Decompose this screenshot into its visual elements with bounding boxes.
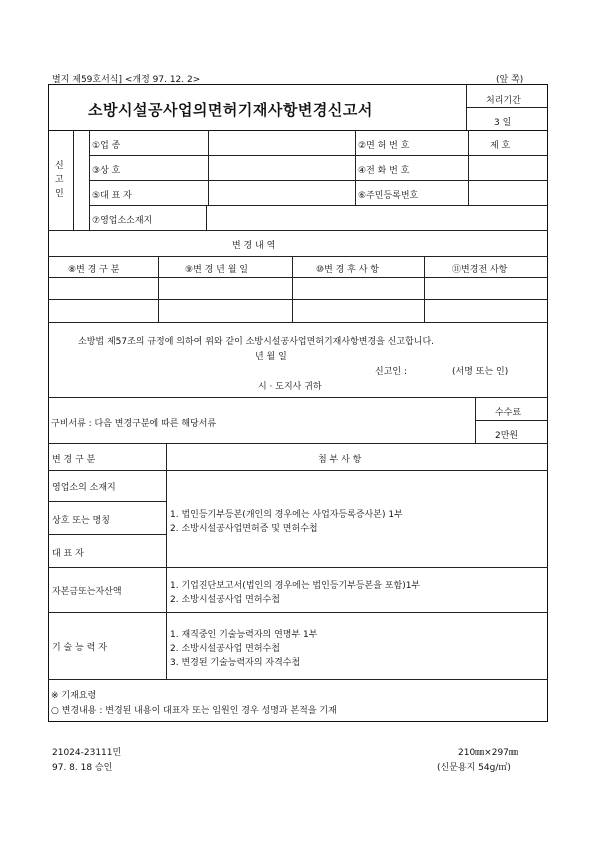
col-change-type: ⑧변 경 구 분 bbox=[68, 265, 120, 275]
applicant-label-3: 인 bbox=[55, 189, 64, 199]
page-side: (앞 쪽) bbox=[496, 75, 524, 85]
col-category: 변 경 구 분 bbox=[52, 455, 96, 465]
col-change-date: ⑨변 경 년 월 일 bbox=[185, 265, 248, 275]
attach-3-2: 2. 소방시설공사업 면허수첩 bbox=[170, 644, 280, 654]
processing-value: 3 일 bbox=[494, 118, 512, 128]
notes-item: ○ 변경내용 : 변경된 내용이 대표자 또는 임원인 경우 성명과 본적을 기재 bbox=[51, 706, 337, 716]
representative-label: ⑤대 표 자 bbox=[92, 191, 132, 201]
recipient: 시 · 도지사 귀하 bbox=[258, 382, 322, 392]
category-trade-name: 상호 또는 명칭 bbox=[52, 516, 110, 526]
col-after-change: ⑩변 경 후 사 항 bbox=[316, 265, 379, 275]
trade-name-label: ③상 호 bbox=[92, 166, 121, 176]
attach-1-2: 2. 소방시설공사업면허증 및 면허수첩 bbox=[170, 524, 318, 534]
attach-2-1: 1. 기업진단보고서(법인의 경우에는 법인등기부등본을 포함)1부 bbox=[170, 581, 421, 591]
form-title: 소방시설공사업의면허기재사항변경신고서 bbox=[88, 101, 373, 119]
license-no-value: 제 호 bbox=[490, 141, 511, 151]
fee-value: 2만원 bbox=[495, 431, 519, 441]
col-attachments: 첨 부 사 항 bbox=[318, 455, 362, 465]
category-representative: 대 표 자 bbox=[52, 549, 84, 559]
applicant-label-2: 고 bbox=[55, 175, 64, 185]
phone-label: ④전 화 번 호 bbox=[358, 166, 410, 176]
license-no-label: ②면 허 번 호 bbox=[358, 141, 410, 151]
attach-3-1: 1. 재직중인 기술능력자의 연명부 1부 bbox=[170, 630, 318, 640]
footer-paper: (신문용지 54g/㎡) bbox=[437, 763, 511, 773]
resident-no-label: ⑥주민등록번호 bbox=[358, 191, 419, 201]
footer-approval: 97. 8. 18 승인 bbox=[52, 763, 113, 773]
required-docs-label: 구비서류 : 다음 변경구분에 따른 해당서류 bbox=[51, 419, 217, 429]
attach-2-2: 2. 소방시설공사업 면허수첩 bbox=[170, 595, 280, 605]
category-technicians: 기 술 능 력 자 bbox=[52, 643, 107, 653]
fee-label: 수수료 bbox=[495, 408, 522, 418]
category-capital: 자본금또는자산액 bbox=[52, 587, 122, 597]
footer-size: 210㎜×297㎜ bbox=[458, 748, 518, 758]
attach-3-3: 3. 변경된 기술능력자의 자격수첩 bbox=[170, 658, 301, 668]
changes-title: 변 경 내 역 bbox=[232, 241, 276, 251]
footer-code: 21024-23111민 bbox=[52, 748, 122, 758]
notes-title: ※ 기재요령 bbox=[51, 691, 97, 701]
category-office: 영업소의 소재지 bbox=[52, 483, 116, 493]
attach-1-1: 1. 법인등기부등본(개인의 경우에는 사업자등록증사본) 1부 bbox=[170, 510, 403, 520]
reporter-label: 신고인 : bbox=[375, 367, 407, 377]
form-number: 별지 제59호서식] <개정 97. 12. 2> bbox=[52, 75, 201, 85]
declaration-statement: 소방법 제57조의 규정에 의하여 위와 같이 소방시설공사업면허기재사항변경을 신고합니다. bbox=[78, 337, 435, 347]
processing-label: 처리기간 bbox=[486, 96, 521, 106]
col-before-change: ⑪변경전 사항 bbox=[452, 265, 508, 275]
sign-label: (서명 또는 인) bbox=[452, 367, 509, 377]
applicant-label-1: 신 bbox=[55, 161, 64, 171]
office-address-label: ⑦영업소소재지 bbox=[92, 216, 153, 226]
business-type-label: ①업 종 bbox=[92, 141, 121, 151]
declaration-date: 년 월 일 bbox=[255, 352, 287, 362]
